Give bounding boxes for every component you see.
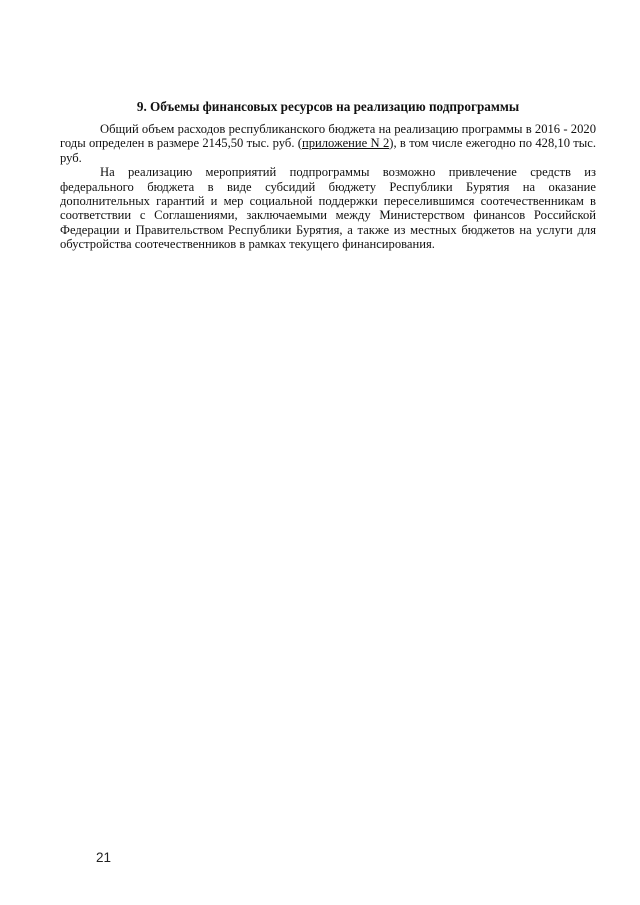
page-content [60,99,596,252]
paragraph-federal-funding: На реализацию мероприятий подпрограммы возможно привлечение средств из федерального бюджета в виде субсидий бюджету Республики Бурятия на оказание дополнительных гарантий и мер социальной поддержки переселившимся соотечественникам в соответствии с Соглашениями, заключаемыми между Министерством финансов Российской Федерации и Правительством Республики Бурятия, а также из местных бюджетов на услуги для обустройства соотечественников в рамках текущего финансирования. [60,165,596,252]
section-heading: 9. Объемы финансовых ресурсов на реализацию подпрограммы [136,99,520,114]
paragraph-budget-total [60,122,596,165]
paragraph-budget-text-before-link: Общий объем расходов республиканского бюджета на реализацию программы в 2016 - 2020 годы определен в размере 2145,50 тыс. руб. ( [60,122,596,151]
appendix-2-link[interactable]: приложение N 2 [301,136,390,151]
paragraph-budget-text-after-link: ), в том числе ежегодно по 428,10 тыс. руб. [60,136,597,165]
page-number: 21 [96,850,112,865]
